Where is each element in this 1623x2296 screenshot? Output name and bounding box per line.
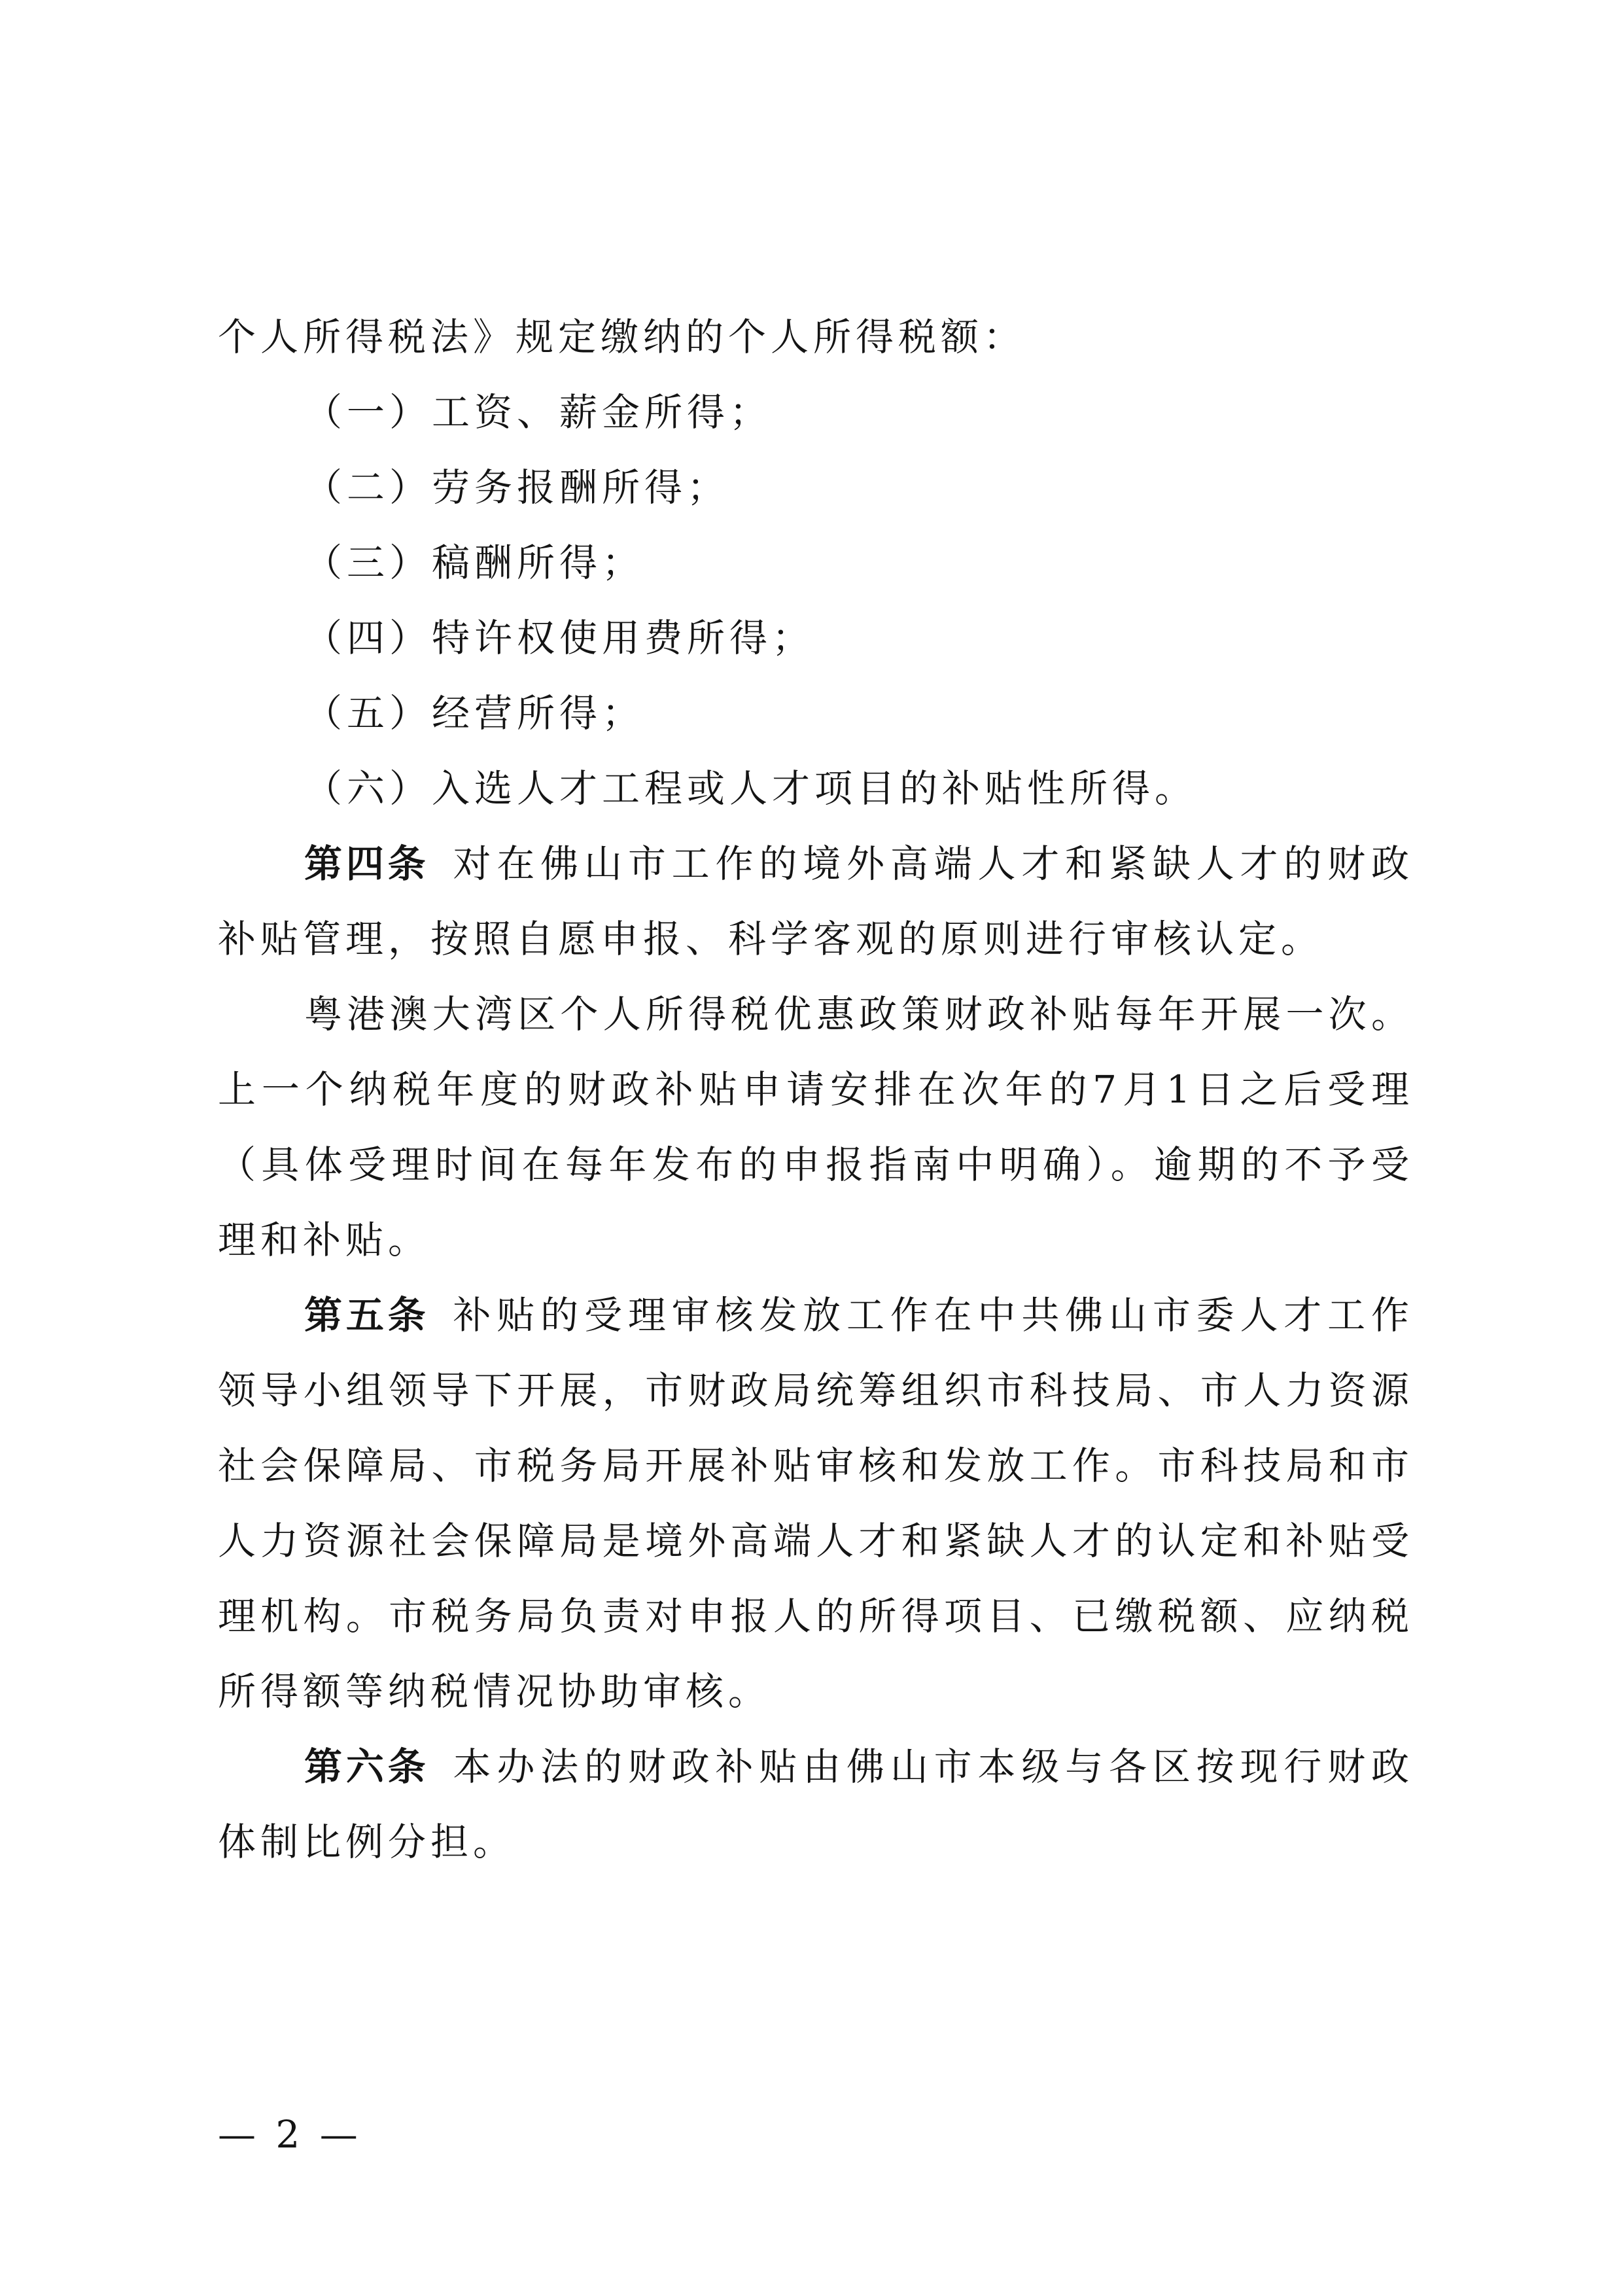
list-item-text: （三）稿酬所得； — [304, 540, 645, 585]
list-item-talent-subsidy — [218, 751, 1414, 826]
list-item-royalties — [218, 525, 1414, 601]
document-body — [218, 300, 1414, 1880]
list-item-text: （四）特许权使用费所得； — [304, 616, 815, 660]
list-item-franchise-fees — [218, 601, 1414, 676]
list-item-business-income — [218, 676, 1414, 751]
page-number: — 2 — — [218, 2112, 362, 2157]
article-heading: 第五条 — [304, 1293, 430, 1337]
article-heading: 第六条 — [304, 1744, 430, 1789]
article-4 — [218, 826, 1414, 977]
list-item-text: （六）入选人才工程或人才项目的补贴性所得。 — [304, 766, 1198, 811]
article-text: 本办法的财政补贴由佛山市本级与各区按现行财政体制比例分担。 — [218, 1744, 1414, 1864]
list-item-wages — [218, 375, 1414, 450]
article-text: 补贴的受理审核发放工作在中共佛山市委人才工作领导小组领导下开展，市财政局统筹组织市科技局、市人力资源社会保障局、市税务局开展补贴审核和发放工作。市科技局和市人力资源社会保障局是境外高端人才和紧缺人才的认定和补贴受理机构。市税务局负责对申报人的所得项目、已缴税额、应纳税所得额等纳税情况协助审核。 — [218, 1293, 1414, 1714]
article-text: 对在佛山市工作的境外高端人才和紧缺人才的财政补贴管理，按照自愿申报、科学客观的原则进行审核认定。 — [218, 841, 1414, 961]
article-6 — [218, 1729, 1414, 1880]
list-item-text: （一）工资、薪金所得； — [304, 390, 773, 434]
paragraph-continuation — [218, 300, 1414, 375]
article-heading: 第四条 — [304, 841, 430, 886]
paragraph-text: 粤港澳大湾区个人所得税优惠政策财政补贴每年开展一次。上一个纳税年度的财政补贴申请安排在次年的7月1日之后受理（具体受理时间在每年发布的申报指南中明确）。逾期的不予受理和补贴。 — [218, 992, 1414, 1262]
article-5 — [218, 1278, 1414, 1729]
list-item-labor-remuneration — [218, 450, 1414, 525]
paragraph-text: 个人所得税法》规定缴纳的个人所得税额： — [218, 315, 1026, 359]
list-item-text: （五）经营所得； — [304, 691, 645, 735]
list-item-text: （二）劳务报酬所得； — [304, 465, 730, 510]
article-4-schedule — [218, 977, 1414, 1278]
